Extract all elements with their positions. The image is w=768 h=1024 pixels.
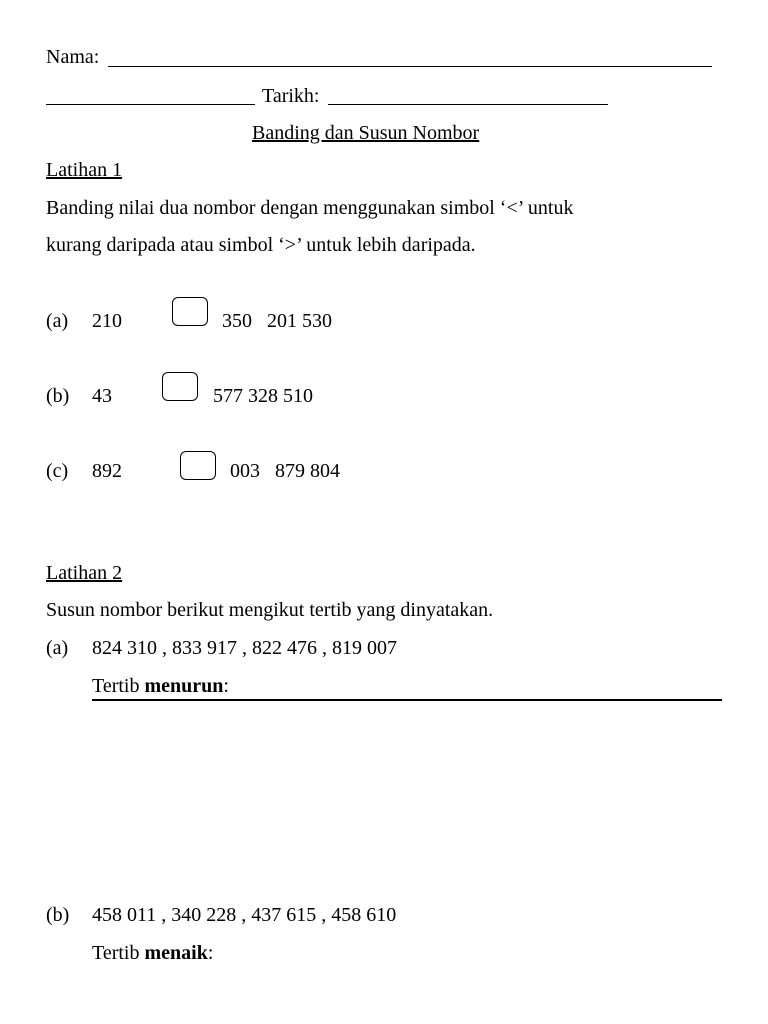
question-b-right-number: 577 328 510 [213, 385, 313, 407]
latihan-2-question-b-order [92, 941, 213, 965]
latihan-2-question-a-order [92, 674, 229, 698]
question-c-right-number: 003 879 804 [230, 460, 340, 482]
order-suffix: : [223, 675, 229, 697]
question-a-left-number: 210 [92, 310, 122, 332]
order-prefix: Tertib [92, 675, 145, 697]
latihan-2-question-a-label: (a) [46, 637, 69, 659]
question-b-left-number: 43 [92, 385, 112, 407]
question-a-right-number: 350 201 530 [222, 310, 332, 332]
question-b-label: (b) [46, 385, 70, 407]
latihan-1-instruction-line-2: kurang daripada atau simbol ‘>’ untuk lebih daripada. [46, 234, 476, 256]
latihan-2-heading: Latihan 2 [46, 562, 123, 584]
order-prefix: Tertib [92, 942, 145, 964]
question-c-left-number: 892 [92, 460, 122, 482]
worksheet-title: Banding dan Susun Nombor [252, 122, 480, 144]
question-a-label: (a) [46, 310, 69, 332]
order-word-menaik: menaik [144, 942, 208, 964]
order-suffix: : [207, 942, 214, 964]
latihan-2-question-a-answer-line[interactable] [92, 699, 722, 701]
latihan-1-heading: Latihan 1 [46, 159, 123, 181]
question-a-answer-box[interactable] [172, 297, 208, 326]
nama-answer-line[interactable] [108, 66, 712, 67]
order-word-menurun: menurun [144, 675, 224, 697]
latihan-2-question-b-numbers: 458 011 , 340 228 , 437 615 , 458 610 [92, 904, 397, 926]
latihan-1-instruction-line-1: Banding nilai dua nombor dengan menggunakan simbol ‘<’ untuk [46, 197, 574, 219]
tarikh-answer-line[interactable] [328, 104, 608, 105]
question-b-answer-box[interactable] [162, 372, 198, 401]
question-c-answer-box[interactable] [180, 451, 216, 480]
question-c-label: (c) [46, 460, 69, 482]
latihan-2-question-a-numbers: 824 310 , 833 917 , 822 476 , 819 007 [92, 637, 397, 659]
kelas-answer-line[interactable] [46, 104, 255, 105]
nama-label: Nama: [46, 46, 100, 68]
latihan-2-question-b-label: (b) [46, 904, 70, 926]
latihan-2-instruction: Susun nombor berikut mengikut tertib yang dinyatakan. [46, 599, 494, 621]
tarikh-label: Tarikh: [262, 85, 320, 107]
